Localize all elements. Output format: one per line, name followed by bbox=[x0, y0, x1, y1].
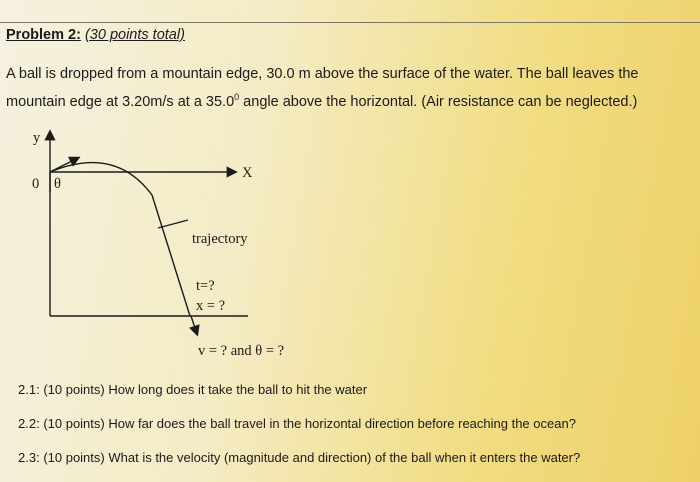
final-velocity-arrow bbox=[191, 316, 197, 334]
question-2-3 bbox=[18, 450, 580, 465]
trajectory-label: trajectory bbox=[192, 231, 248, 247]
question-number: 2.3: bbox=[18, 450, 40, 465]
statement-line-1: A ball is dropped from a mountain edge, 30.0 m above the surface of the water. The ball leaves the bbox=[6, 66, 639, 82]
question-text: How long does it take the ball to hit the water bbox=[108, 382, 368, 397]
final-velocity-label: v = ? and θ = ? bbox=[198, 343, 285, 359]
trajectory-curve bbox=[50, 163, 190, 316]
statement-line-2-start: mountain edge at 3.20m/s at a 35.0 bbox=[6, 93, 235, 110]
problem-points: (30 points total) bbox=[84, 27, 185, 43]
question-points: (10 points) bbox=[43, 450, 105, 465]
question-text: How far does the ball travel in the horizontal direction before reaching the ocean? bbox=[108, 416, 576, 431]
statement-line-2-end: angle above the horizontal. (Air resistance can be neglected.) bbox=[239, 93, 638, 110]
question-number: 2.1: bbox=[18, 382, 40, 397]
degree-superscript: 0 bbox=[234, 92, 240, 102]
header-divider bbox=[0, 22, 700, 23]
theta-label: θ bbox=[54, 176, 61, 192]
question-2-1 bbox=[18, 382, 367, 397]
trajectory-diagram bbox=[20, 120, 320, 370]
trajectory-pointer bbox=[158, 220, 188, 228]
origin-label: 0 bbox=[32, 176, 40, 192]
statement-line-2 bbox=[6, 86, 696, 114]
y-axis-label: y bbox=[33, 130, 41, 146]
problem-statement bbox=[6, 63, 696, 114]
question-text: What is the velocity (magnitude and direction) of the ball when it enters the water? bbox=[108, 450, 581, 465]
distance-label: x = ? bbox=[196, 298, 226, 314]
question-number: 2.2: bbox=[18, 416, 40, 431]
question-points: (10 points) bbox=[43, 416, 105, 431]
problem-title: Problem 2: bbox=[6, 27, 81, 43]
question-2-2 bbox=[18, 416, 576, 431]
question-points: (10 points) bbox=[43, 382, 105, 397]
x-axis-label: X bbox=[242, 165, 253, 181]
time-label: t=? bbox=[196, 278, 215, 294]
problem-heading bbox=[6, 27, 185, 43]
